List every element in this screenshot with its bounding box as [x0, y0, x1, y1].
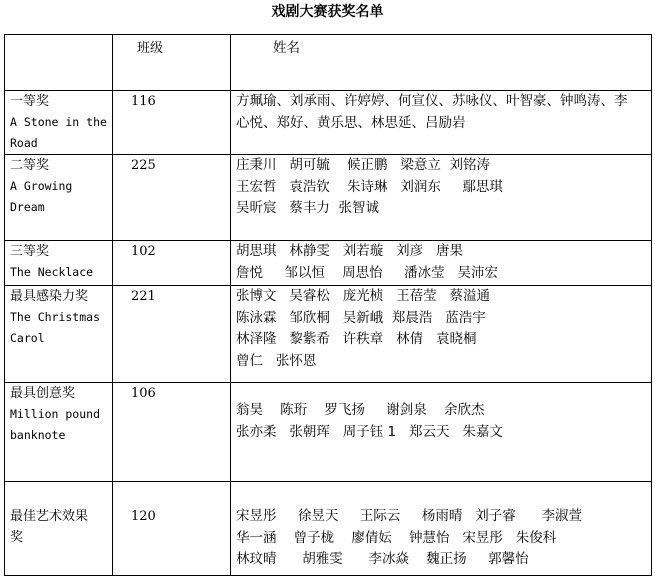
prize-cell	[5, 91, 113, 155]
names-cell	[231, 482, 652, 576]
prize-label: 最具创意奖	[10, 386, 76, 401]
names-line: 张博文 吴睿松 庞光桢 王蓓莹 蔡溢通	[236, 288, 490, 304]
class-cell: 221	[113, 286, 231, 383]
class-cell: 116	[113, 91, 231, 155]
prize-label: 最具感染力奖	[10, 289, 89, 304]
header-names: 姓名	[231, 35, 652, 91]
names-line: 胡思琪 林静雯 刘若璇 刘彦 唐果	[236, 243, 463, 259]
play-title-line: banknote	[10, 428, 66, 442]
play-title-line: Road	[10, 136, 38, 150]
prize-cell	[5, 241, 113, 286]
play-title-line: The Christmas	[10, 310, 101, 324]
play-title-line: Million pound	[10, 407, 101, 421]
names-cell	[231, 286, 652, 383]
header-class: 班级	[113, 35, 231, 91]
award-table	[4, 34, 652, 576]
class-value: 120	[131, 509, 156, 524]
names-line: 王宏哲 袁浩钦 朱诗琳 刘润东 鄢思琪	[236, 178, 503, 195]
table-row	[5, 241, 652, 286]
prize-cell	[5, 286, 113, 383]
names-line: 方珮瑜、刘承雨、许婷婷、何宣仪、苏咏仪、叶智豪、钟鸣涛、李	[236, 93, 628, 109]
play-title-line: Carol	[10, 331, 45, 345]
names-line: 庄秉川 胡可毓 候正鹏 梁意立 刘铭涛	[236, 157, 490, 173]
play-title-line: The Necklace	[10, 265, 94, 279]
header-prize-cell	[5, 35, 113, 91]
table-row	[5, 155, 652, 241]
prize-label: 最佳艺术效果	[10, 509, 89, 524]
names-line: 陈泳霖 邹欣桐 吴新峨 郑晨浩 蓝浩宇	[236, 309, 486, 326]
class-cell: 106	[113, 383, 231, 482]
names-line: 林泽隆 黎紫希 许秩章 林倩 袁晓桐	[236, 331, 477, 347]
class-cell: 225	[113, 155, 231, 241]
names-cell	[231, 383, 652, 482]
play-title-line: Dream	[10, 200, 45, 214]
table-row	[5, 91, 652, 155]
names-line: 心悦、郑好、黄乐思、林思延、吕励岩	[236, 114, 466, 131]
names-line: 华一涵 曾子栊 廖倩妘 钟慧怡 宋昱彤 朱俊科	[236, 529, 557, 546]
names-cell	[231, 155, 652, 241]
prize-label-cont: 奖	[10, 530, 24, 545]
prize-cell	[5, 155, 113, 241]
class-cell: 102	[113, 241, 231, 286]
table-row	[5, 286, 652, 383]
play-title-line: A Stone in the	[10, 115, 107, 129]
table-header-row	[5, 35, 652, 91]
prize-label: 一等奖	[10, 94, 50, 109]
table-row	[5, 482, 652, 576]
prize-label: 二等奖	[10, 158, 50, 173]
names-cell	[231, 241, 652, 286]
names-line: 詹悦 邹以恒 周思怡 潘冰莹 吴沛宏	[236, 264, 498, 281]
names-line: 林玟晴 胡雅雯 李冰焱 魏正扬 郭馨怡	[236, 551, 529, 567]
prize-label: 三等奖	[10, 244, 50, 259]
prize-cell	[5, 482, 113, 576]
names-cell	[231, 91, 652, 155]
table-row	[5, 383, 652, 482]
names-line: 宋昱彤 徐昱天 王际云 杨雨晴 刘子睿 李淑萱	[236, 508, 582, 524]
names-line: 吴昕宸 蔡丰力 张智诚	[236, 200, 379, 216]
names-line: 张亦柔 张朝珲 周子钰 1 郑云天 朱嘉文	[236, 423, 503, 440]
class-cell	[113, 482, 231, 576]
play-title-line: A Growing	[10, 179, 73, 193]
names-line: 曾仁 张怀恩	[236, 352, 317, 369]
names-line: 翁昊 陈珩 罗飞扬 谢剑泉 余欣杰	[236, 402, 485, 418]
prize-cell	[5, 383, 113, 482]
page-title: 戏剧大赛获奖名单	[271, 4, 384, 20]
